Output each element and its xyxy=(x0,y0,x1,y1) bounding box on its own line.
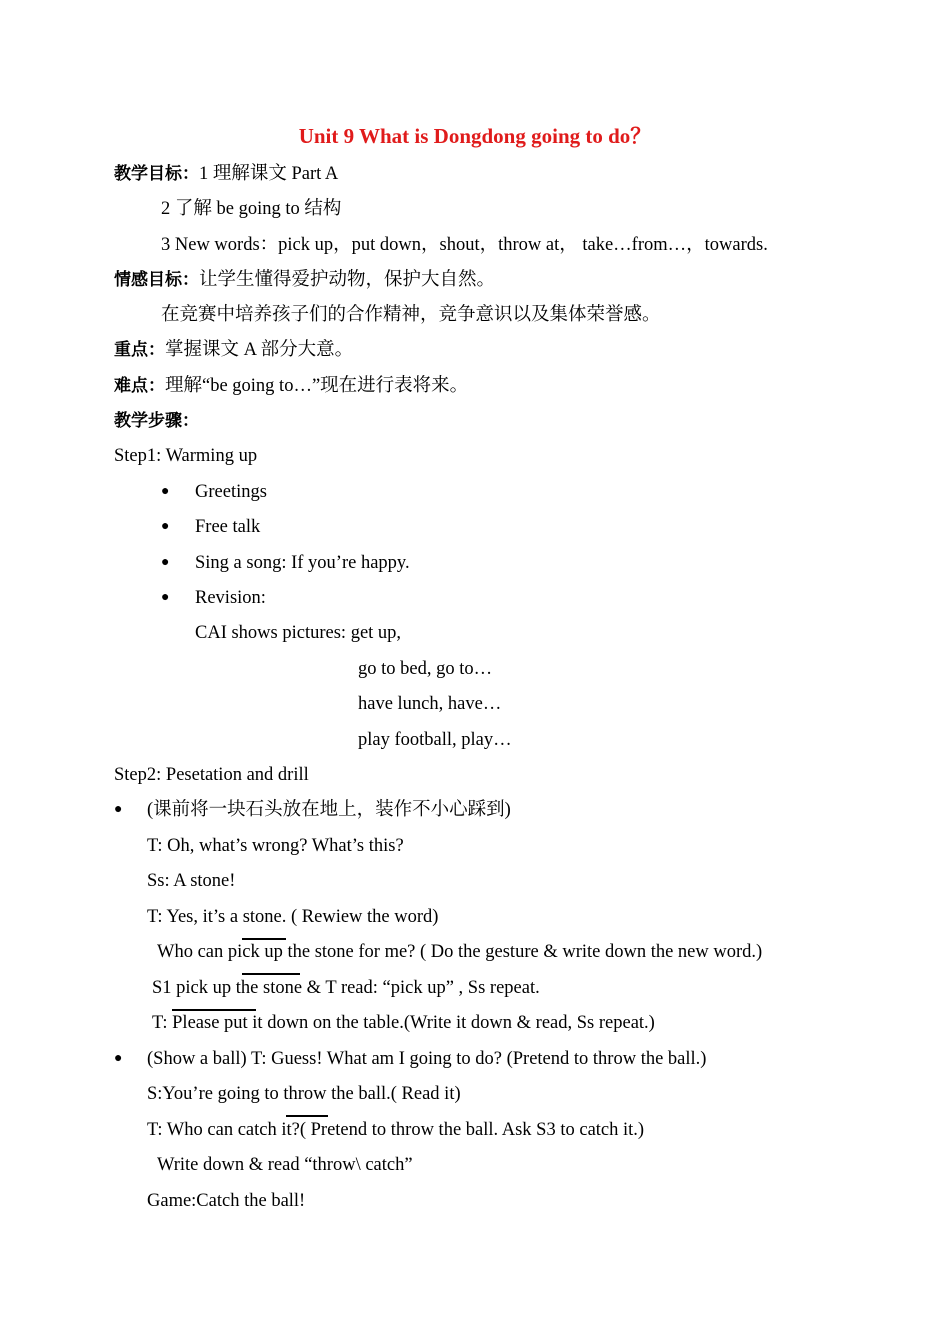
cai-item-1: go to bed, go to… xyxy=(358,659,493,679)
step2-line: (课前将一块石头放在地上，装作不小心踩到) xyxy=(147,800,511,820)
difficulty-label: 难点： xyxy=(114,376,165,396)
bullet-icon: ● xyxy=(161,519,170,534)
step2-line: Ss: A stone! xyxy=(147,871,236,891)
step2-line: T: Who can catch it?( Pretend to throw the ball. Ask S3 to catch it.) xyxy=(147,1120,645,1140)
key-point-label: 重点： xyxy=(114,340,165,360)
step1-bullet-2: Free talk xyxy=(195,517,261,537)
objective-2: 2 了解 be going to 结构 xyxy=(161,199,342,219)
difficulty-text: 理解“be going to…”现在进行表将来。 xyxy=(165,376,469,396)
overline-mark xyxy=(286,1115,328,1117)
step1-bullet-4: Revision: xyxy=(195,588,266,608)
emotion-line-1: 让学生懂得爱护动物，保护大自然。 xyxy=(199,270,496,290)
objective-3: 3 New words：pick up，put down，shout，throw at， take…from…，towards. xyxy=(161,235,768,255)
document-title: Unit 9 What is Dongdong going to do？ xyxy=(298,124,652,148)
key-point-text: 掌握课文 A 部分大意。 xyxy=(165,340,354,360)
overline-mark xyxy=(242,973,300,975)
difficulty-row xyxy=(114,374,468,398)
step1-bullet-3: Sing a song: If you’re happy. xyxy=(195,553,410,573)
steps-label xyxy=(114,409,199,433)
bullet-icon: ● xyxy=(161,555,170,570)
step1-bullet-1: Greetings xyxy=(195,482,267,502)
bullet-icon: ● xyxy=(114,802,123,817)
objective-1: 1 理解课文 Part A xyxy=(199,164,339,184)
step2-line: (Show a ball) T: Guess! What am I going to do? (Pretend to throw the ball.) xyxy=(147,1049,707,1069)
bullet-icon: ● xyxy=(161,590,170,605)
objectives-label: 教学目标： xyxy=(114,164,199,184)
bullet-icon: ● xyxy=(114,1051,123,1066)
step2-line: Who can pick up the stone for me? ( Do the gesture & write down the new word.) xyxy=(157,942,763,962)
step2-line: Write down & read “throw\ catch” xyxy=(157,1155,413,1175)
overline-mark xyxy=(172,1009,256,1011)
step2-line: T: Oh, what’s wrong? What’s this? xyxy=(147,836,404,856)
overline-mark xyxy=(242,938,286,940)
emotion-label: 情感目标： xyxy=(114,270,199,290)
cai-item-2: have lunch, have… xyxy=(358,694,502,714)
cai-line: CAI shows pictures: get up, xyxy=(195,623,402,643)
key-point-row xyxy=(114,338,353,362)
step2-line: T: Yes, it’s a stone. ( Rewiew the word) xyxy=(147,907,439,927)
step2-line: Game:Catch the ball! xyxy=(147,1191,306,1211)
step2-line: S:You’re going to throw the ball.( Read it) xyxy=(147,1084,461,1104)
objectives-row xyxy=(114,162,338,186)
steps-label-text: 教学步骤： xyxy=(114,411,199,431)
step2-line: S1 pick up the stone & T read: “pick up” , Ss repeat. xyxy=(152,978,540,998)
emotion-line-2: 在竞赛中培养孩子们的合作精神，竞争意识以及集体荣誉感。 xyxy=(161,305,661,325)
cai-item-3: play football, play… xyxy=(358,730,512,750)
step1-heading: Step1: Warming up xyxy=(114,446,258,466)
step2-heading: Step2: Pesetation and drill xyxy=(114,765,309,785)
step2-line: T: Please put it down on the table.(Write it down & read, Ss repeat.) xyxy=(152,1013,655,1033)
emotion-row xyxy=(114,268,495,292)
bullet-icon: ● xyxy=(161,484,170,499)
